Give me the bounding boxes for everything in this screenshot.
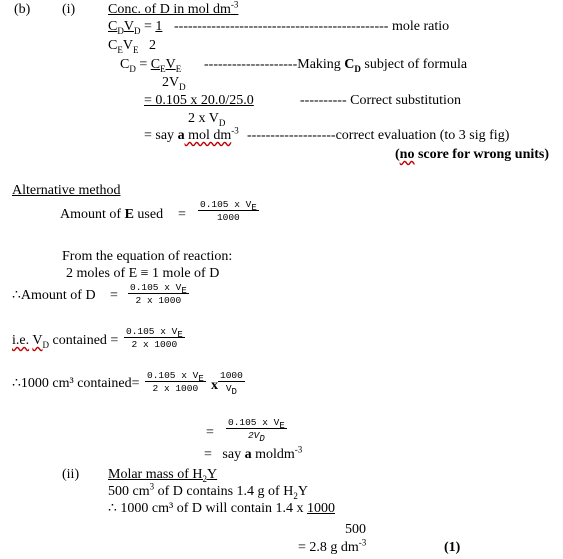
times-sign: x: [211, 378, 218, 393]
cd-formula: $C_D = C_EV_E$: [120, 57, 182, 74]
result-fraction: 0.105 x $V_E$ $2V_D$: [228, 417, 285, 444]
sub-i-label: (i): [62, 2, 76, 17]
ie-vd-fraction: 0.105 x $V_E$ 2 x 1000: [126, 326, 183, 350]
mole-ratio-denominator: $C_EV_E$ 2: [108, 38, 156, 55]
evaluation-comment: -------------------correct evaluation (to 3 sig fig): [247, 128, 510, 143]
multiplier-fraction: 1000 $V_D$: [220, 370, 243, 397]
part-ii-denominator: 500: [345, 522, 366, 537]
part-ii-line2: ∴ 1000 cm³ of D will contain 1.4 x 1000: [108, 501, 335, 516]
conc-heading: Conc. of D in mol $dm^{-3}$: [108, 0, 239, 17]
alternative-heading: Alternative method: [12, 183, 121, 198]
substitution-denominator: 2 x $V_D$: [188, 111, 226, 128]
cm3-contained-label: ∴1000 cm³ contained=: [12, 376, 140, 391]
part-b-label: (b): [14, 2, 31, 17]
reaction-equation-line1: From the equation of reaction:: [62, 249, 233, 264]
ie-vd-label: i.e. $V_D$ contained =: [12, 333, 119, 350]
part-ii-label: (ii): [62, 467, 80, 482]
part-ii-result: = 2.8 g $dm^{-3}$: [298, 537, 367, 555]
mole-ratio-comment: ---------------------------------------------- mole ratio: [174, 19, 450, 34]
amount-d-equals: =: [110, 288, 118, 303]
cd-formula-denominator: $2V_D$: [162, 75, 186, 92]
amount-d-fraction: 0.105 x $V_E$ 2 x 1000: [130, 282, 187, 306]
molar-mass-heading: Molar mass of $H_2Y$: [108, 467, 218, 484]
substitution-numerator: = 0.105 x 20.0/25.0: [144, 93, 254, 108]
amount-e-equals: =: [178, 207, 186, 222]
substitution-comment: ---------- Correct substitution: [300, 93, 461, 108]
reaction-equation-line2: 2 moles of E ≡ 1 mole of D: [66, 266, 220, 281]
say-a-line: = say a moldm$^{-3}$: [204, 444, 303, 462]
evaluation-line: = say a mol $dm^{-3}$: [144, 125, 239, 143]
cm3-fraction: 0.105 x $V_E$ 2 x 1000: [147, 370, 204, 394]
score-mark: (1): [444, 540, 461, 555]
result-equals: =: [206, 425, 214, 440]
units-note: (no score for wrong units): [395, 147, 550, 162]
part-ii-line1: 500 $cm^3$ of D contains 1.4 g of $H_2Y$: [108, 481, 308, 501]
amount-e-label: Amount of E used: [60, 207, 164, 222]
amount-d-label: ∴Amount of D: [12, 288, 96, 303]
mole-ratio-numerator: $C_DV_D = 1$: [108, 19, 163, 36]
cd-formula-comment: --------------------Making $C_D$ subject of formula: [204, 57, 468, 74]
amount-e-fraction: 0.105 x $V_E$ 1000: [200, 199, 257, 223]
